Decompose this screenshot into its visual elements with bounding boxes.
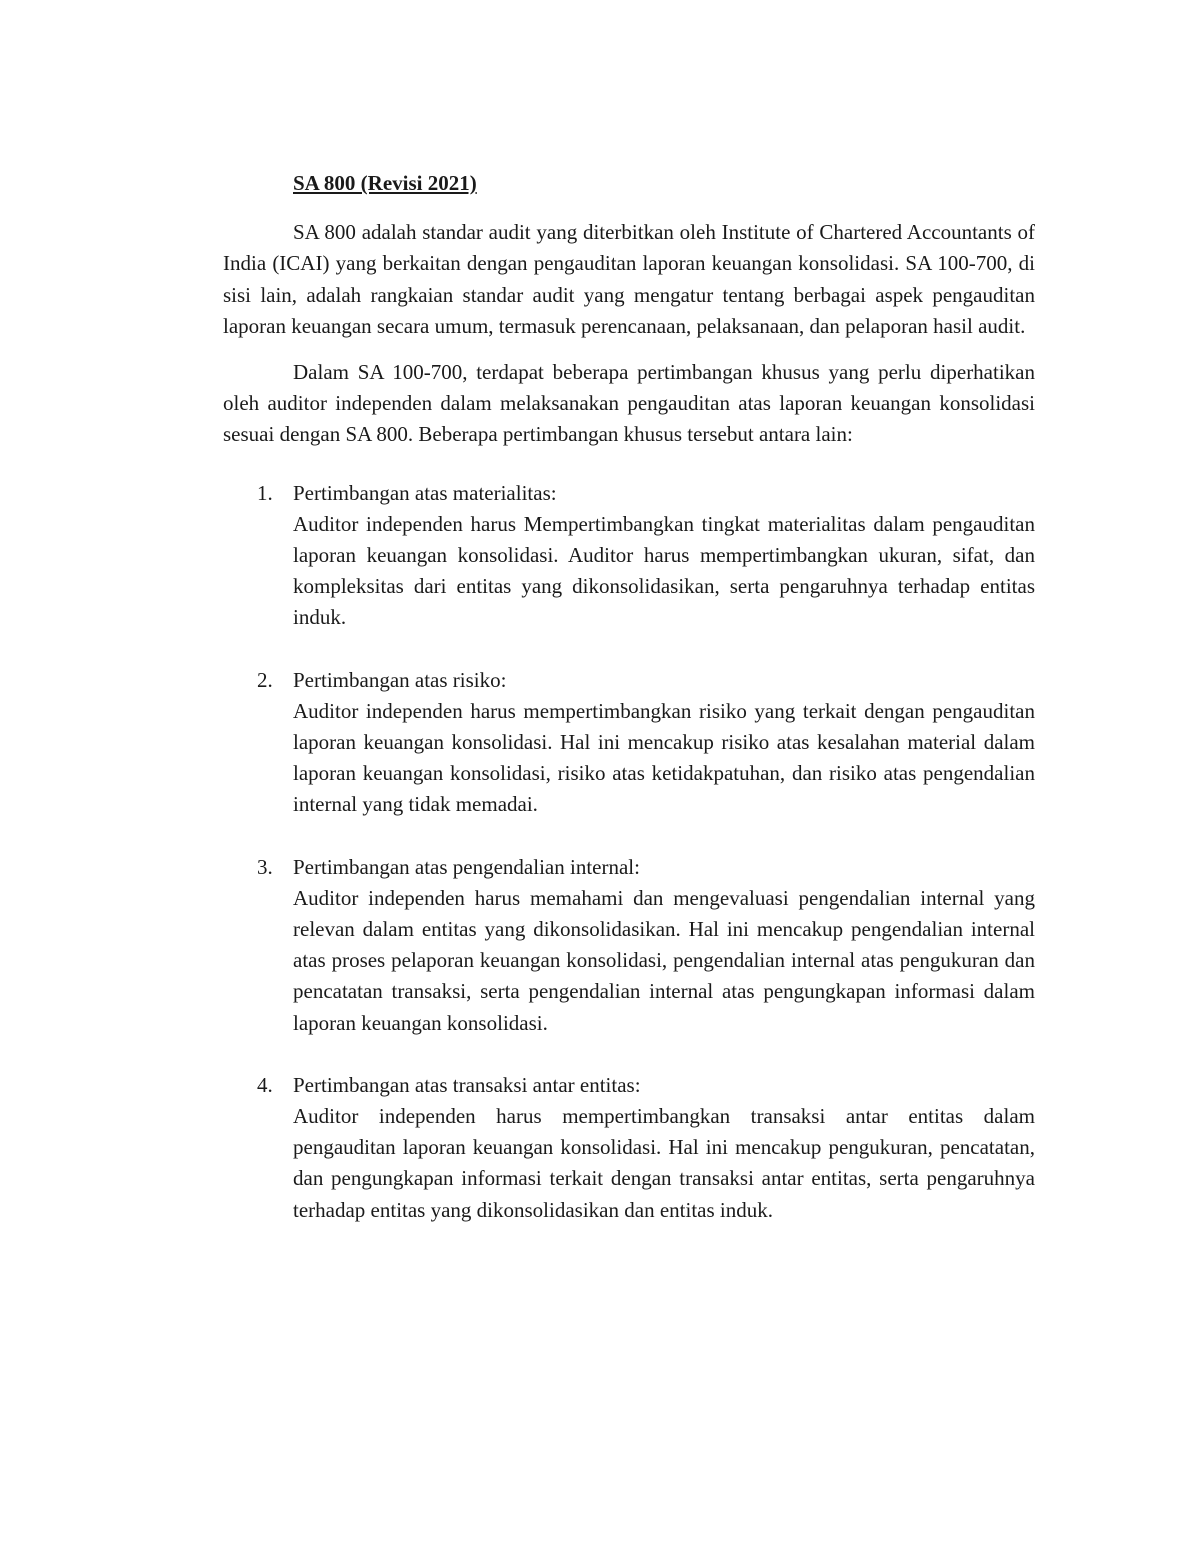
item-number: 1. — [257, 480, 273, 505]
intro-paragraph: SA 800 adalah standar audit yang diterbitkan oleh Institute of Chartered Accountants of India (ICAI) yang berkaitan dengan pengauditan laporan keuangan konsolidasi. SA 100-700, di sisi lain, adalah rangkaian standar audit yang mengatur tentang berbagai aspek pengauditan laporan keuangan secara umum, termasuk perencanaan, pelaksanaan, dan pelaporan hasil audit. — [223, 220, 1035, 338]
item-heading: Pertimbangan atas risiko: — [293, 667, 507, 692]
item-number: 4. — [257, 1072, 273, 1097]
list-item — [223, 1070, 1035, 1226]
list-item — [223, 665, 1035, 821]
item-heading: Pertimbangan atas transaksi antar entitas: — [293, 1072, 641, 1097]
item-heading: Pertimbangan atas pengendalian internal: — [293, 854, 640, 879]
document-title: SA 800 (Revisi 2021) — [293, 171, 477, 195]
item-body: Auditor independen harus Mempertimbangkan tingkat materialitas dalam pengauditan laporan keuangan konsolidasi. Auditor harus mempertimbangkan ukuran, sifat, dan kompleksitas dari entitas yang dikonsolidasikan, serta pengaruhnya terhadap entitas induk. — [293, 511, 1035, 630]
item-number: 3. — [257, 854, 273, 879]
document-page — [223, 168, 1035, 1257]
item-body: Auditor independen harus mempertimbangkan risiko yang terkait dengan pengauditan laporan keuangan konsolidasi. Hal ini mencakup risiko atas kesalahan material dalam laporan keuangan konsolidasi, risiko atas ketidakpatuhan, dan risiko atas pengendalian internal yang tidak memadai. — [293, 698, 1035, 817]
list-item — [223, 478, 1035, 634]
considerations-list — [223, 478, 1035, 1226]
item-body: Auditor independen harus memahami dan mengevaluasi pengendalian internal yang relevan dalam entitas yang dikonsolidasikan. Hal ini mencakup pengendalian internal atas proses pelaporan keuangan konsolidasi, pengendalian internal atas pengukuran dan pencatatan transaksi, serta pengendalian internal atas pengungkapan informasi dalam laporan keuangan konsolidasi. — [293, 885, 1035, 1035]
item-heading: Pertimbangan atas materialitas: — [293, 480, 557, 505]
list-item — [223, 852, 1035, 1039]
item-number: 2. — [257, 667, 273, 692]
considerations-paragraph: Dalam SA 100-700, terdapat beberapa pertimbangan khusus yang perlu diperhatikan oleh auditor independen dalam melaksanakan pengauditan atas laporan keuangan konsolidasi sesuai dengan SA 800. Beberapa pertimbangan khusus tersebut antara lain: — [223, 360, 1035, 447]
item-body: Auditor independen harus mempertimbangkan transaksi antar entitas dalam pengauditan laporan keuangan konsolidasi. Hal ini mencakup pengukuran, pencatatan, dan pengungkapan informasi terkait dengan transaksi antar entitas, serta pengaruhnya terhadap entitas yang dikonsolidasikan dan entitas induk. — [293, 1104, 1035, 1222]
